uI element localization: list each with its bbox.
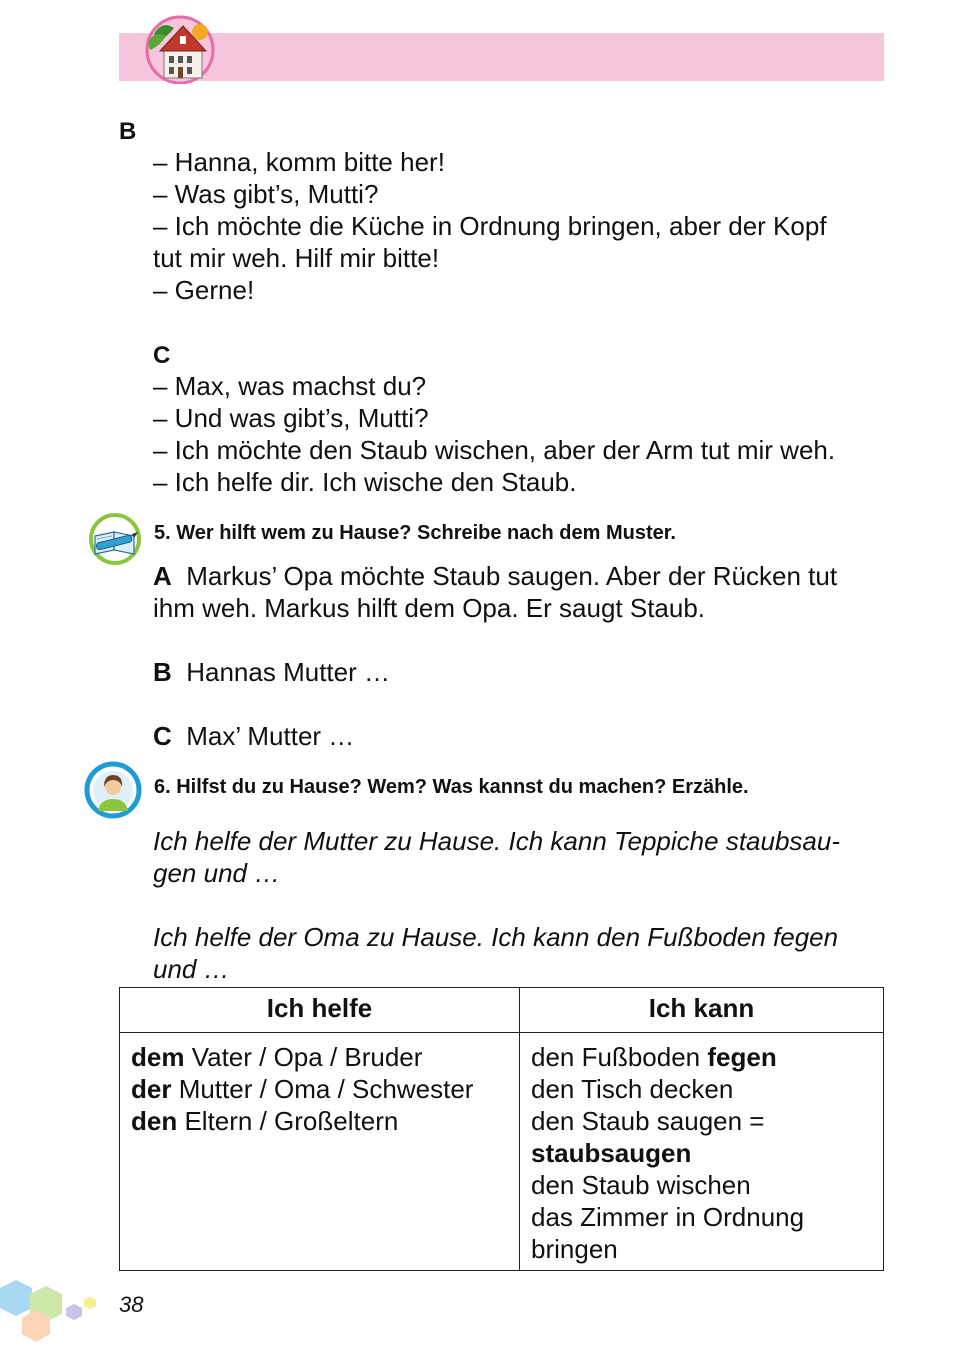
header-band xyxy=(119,33,884,81)
activity-verb-bold: fegen xyxy=(707,1042,777,1072)
dialogue-line: – Und was gibt’s, Mutti? xyxy=(153,403,429,433)
list-item: den Staub saugen = xyxy=(531,1106,765,1136)
list-item: den Staub wischen xyxy=(531,1170,751,1200)
house-icon xyxy=(140,14,220,84)
list-item xyxy=(131,1073,509,1105)
dialogue-line: – Ich möchte die Küche in Ordnung bringen, aber der Kopf xyxy=(153,211,827,241)
dialogue-line: – Max, was machst du? xyxy=(153,371,427,401)
dialogue-line: – Gerne! xyxy=(153,275,255,305)
section-b-label: B xyxy=(119,118,137,145)
example-1-line2: gen und … xyxy=(153,858,281,888)
list-item xyxy=(531,1137,873,1169)
writing-book-icon xyxy=(88,512,142,566)
activity-verb-bold: staubsaugen xyxy=(531,1138,692,1168)
item-b-label: B xyxy=(153,657,172,687)
task-6-title: 6. Hilfst du zu Hause? Wem? Was kannst du machen? Erzähle. xyxy=(154,776,749,798)
list-item: bringen xyxy=(531,1234,618,1264)
example-a-line2: ihm weh. Markus hilft dem Opa. Er saugt Staub. xyxy=(153,593,706,623)
table-cell-ich-helfe xyxy=(120,1033,520,1271)
table-header-ich-helfe: Ich helfe xyxy=(120,988,520,1033)
list-item xyxy=(131,1105,509,1137)
article-dem: dem xyxy=(131,1042,185,1072)
example-a-line1: Markus’ Opa möchte Staub saugen. Aber der Rücken tut xyxy=(186,561,838,591)
vocabulary-table xyxy=(119,987,884,1271)
list-item xyxy=(531,1041,873,1073)
dialogue-line: tut mir weh. Hilf mir bitte! xyxy=(153,243,440,273)
list-item: das Zimmer in Ordnung xyxy=(531,1202,805,1232)
dialogue-line: – Ich helfe dir. Ich wische den Staub. xyxy=(153,467,577,497)
article-den: den xyxy=(131,1106,178,1136)
example-a-label: A xyxy=(153,561,172,591)
example-2-line2: und … xyxy=(153,954,230,984)
task-5-title: 5. Wer hilft wem zu Hause? Schreibe nach dem Muster. xyxy=(154,522,676,544)
task-5-item-c xyxy=(153,720,354,752)
table-cell-ich-kann xyxy=(520,1033,884,1271)
speaking-person-icon xyxy=(84,761,142,819)
table-header-ich-kann: Ich kann xyxy=(520,988,884,1033)
item-b-text: Hannas Mutter … xyxy=(186,657,390,687)
item-c-label: C xyxy=(153,721,172,751)
article-der: der xyxy=(131,1074,172,1104)
table-row xyxy=(120,1033,884,1271)
page-number: 38 xyxy=(119,1292,144,1317)
list-item: den Tisch decken xyxy=(531,1074,734,1104)
dialogue-line: – Was gibt’s, Mutti? xyxy=(153,179,379,209)
dialogue-line: – Hanna, komm bitte her! xyxy=(153,147,445,177)
persons-text: Mutter / Oma / Schwester xyxy=(171,1074,474,1104)
task-5-item-b xyxy=(153,656,390,688)
hexagon-decoration-icon xyxy=(0,1280,110,1360)
item-c-text: Max’ Mutter … xyxy=(186,721,355,751)
example-2-line1: Ich helfe der Oma zu Hause. Ich kann den Fußboden fegen xyxy=(153,922,839,952)
example-1-line1: Ich helfe der Mutter zu Hause. Ich kann Teppiche staubsau- xyxy=(153,826,840,856)
dialogue-line: – Ich möchte den Staub wischen, aber der Arm tut mir weh. xyxy=(153,435,836,465)
task-5-example-a xyxy=(153,560,837,592)
persons-text: Eltern / Großeltern xyxy=(177,1106,399,1136)
list-item xyxy=(131,1041,509,1073)
persons-text: Vater / Opa / Bruder xyxy=(184,1042,423,1072)
section-c-label: C xyxy=(153,342,171,369)
table-header-row xyxy=(120,988,884,1033)
activity-text: den Fußboden xyxy=(531,1042,708,1072)
